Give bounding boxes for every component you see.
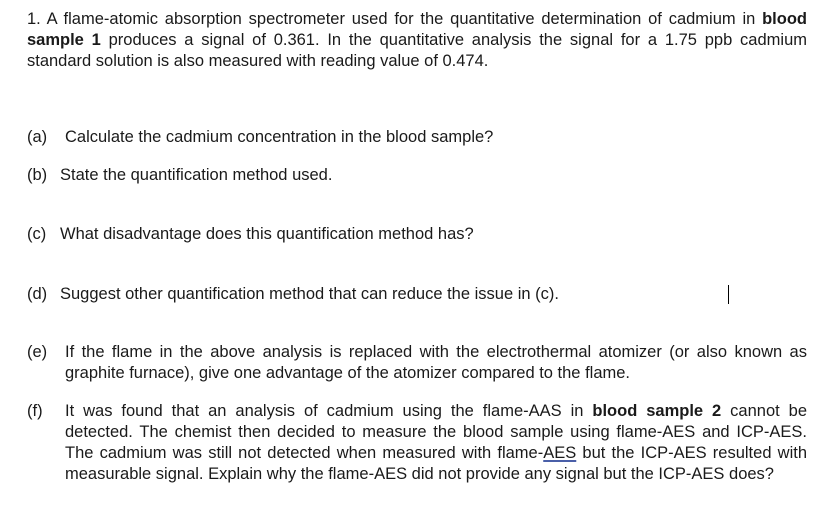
text-cursor bbox=[728, 285, 729, 304]
question-f-text-1: It was found that an analysis of cadmium using the flame-AAS in bbox=[65, 402, 593, 420]
question-e-label: (e) bbox=[27, 343, 48, 361]
question-e bbox=[27, 342, 807, 384]
question-d-text: Suggest other quantification method that can reduce the issue in (c). bbox=[60, 285, 559, 303]
intro-text-2: produces a signal of 0.361. In the quantitative analysis the signal for a 1.75 ppb cadmium standard solution is also measured with reading value of 0.474. bbox=[27, 31, 807, 70]
intro-text-1: 1. A flame-atomic absorption spectrometer used for the quantitative determination of cadmium in bbox=[27, 10, 763, 28]
question-f bbox=[27, 401, 807, 485]
question-a bbox=[27, 127, 807, 148]
question-1-intro bbox=[27, 9, 807, 72]
question-f-bold-blood-sample-2: blood sample 2 bbox=[592, 402, 722, 420]
question-f-text-2: cannot be detected. The chemist then decided to measure the blood sample using flame-AES and ICP-AES. The cadmium was still not detected when measured with flame- bbox=[65, 402, 807, 462]
question-a-text: Calculate the cadmium concentration in the blood sample? bbox=[65, 128, 494, 146]
question-b-label: (b) bbox=[27, 166, 48, 184]
question-e-text: If the flame in the above analysis is replaced with the electrothermal atomizer (or also known as graphite furnace), give one advantage of the atomizer compared to the flame. bbox=[65, 343, 807, 382]
question-d bbox=[27, 284, 807, 305]
question-d-label: (d) bbox=[27, 285, 48, 303]
question-c-text: What disadvantage does this quantification method has? bbox=[60, 225, 474, 243]
question-b bbox=[27, 165, 807, 186]
question-f-text bbox=[27, 401, 807, 485]
question-f-label: (f) bbox=[27, 402, 43, 420]
question-a-label: (a) bbox=[27, 128, 48, 146]
question-f-text-3: but the ICP-AES resulted with measurable signal. Explain why the flame-AES did not provide any signal but the ICP-AES does? bbox=[65, 444, 807, 483]
question-c bbox=[27, 224, 807, 245]
question-c-label: (c) bbox=[27, 225, 47, 243]
intro-bold-blood-sample-1: blood sample 1 bbox=[27, 10, 807, 49]
question-b-text: State the quantification method used. bbox=[60, 166, 333, 184]
question-f-underlined-aes: AES bbox=[543, 444, 577, 462]
